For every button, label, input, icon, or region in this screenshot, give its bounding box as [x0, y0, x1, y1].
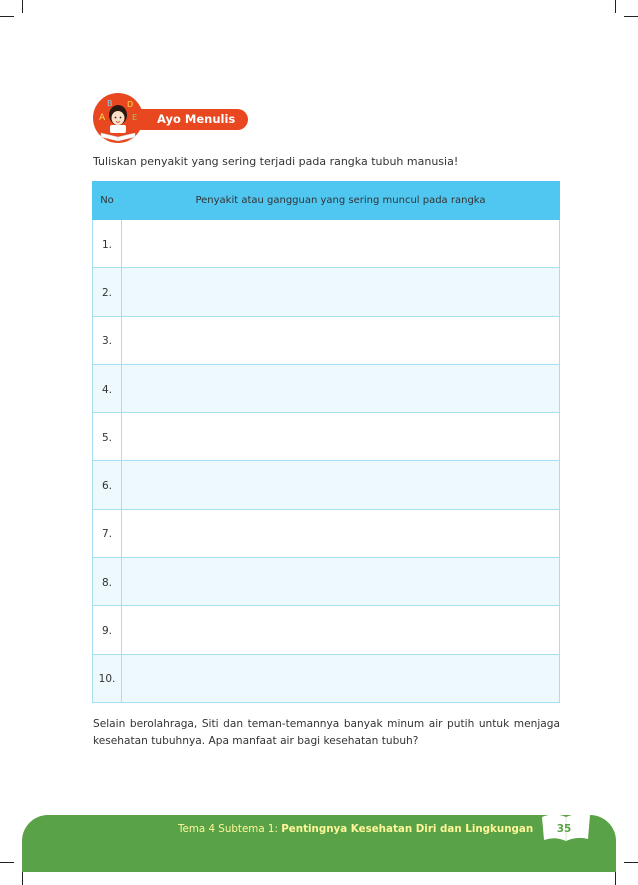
- crop-mark: [0, 16, 14, 17]
- table-row: [93, 364, 560, 412]
- answer-cell[interactable]: [122, 413, 560, 461]
- row-number: 7.: [93, 509, 122, 557]
- crop-mark: [22, 872, 23, 885]
- table-row: [93, 606, 560, 654]
- svg-text:B: B: [107, 99, 113, 108]
- svg-text:D: D: [127, 100, 134, 109]
- row-number: 8.: [93, 558, 122, 606]
- table-row: [93, 316, 560, 364]
- row-number: 9.: [93, 606, 122, 654]
- answer-cell[interactable]: [122, 654, 560, 702]
- table-row: [93, 558, 560, 606]
- crop-mark: [22, 0, 23, 13]
- footer-caption: [178, 823, 533, 835]
- section-badge: [93, 93, 263, 143]
- answer-cell[interactable]: [122, 268, 560, 316]
- row-number: 5.: [93, 413, 122, 461]
- crop-mark: [0, 862, 14, 863]
- table-row: [93, 654, 560, 702]
- answer-cell[interactable]: [122, 606, 560, 654]
- instruction-text: Tuliskan penyakit yang sering terjadi pada rangka tubuh manusia!: [93, 155, 459, 168]
- row-number: 1.: [93, 220, 122, 268]
- answer-cell[interactable]: [122, 364, 560, 412]
- question-paragraph: Selain berolahraga, Siti dan teman-temannya banyak minum air putih untuk menjaga kesehatan tubuhnya. Apa manfaat air bagi kesehatan tubuh?: [93, 718, 560, 747]
- answer-cell[interactable]: [122, 509, 560, 557]
- svg-text:A: A: [99, 113, 106, 123]
- svg-text:E: E: [132, 113, 138, 122]
- row-number: 6.: [93, 461, 122, 509]
- table-row: [93, 461, 560, 509]
- row-number: 3.: [93, 316, 122, 364]
- answer-cell[interactable]: [122, 461, 560, 509]
- answer-cell[interactable]: [122, 220, 560, 268]
- section-title: Ayo Menulis: [131, 109, 248, 130]
- row-number: 4.: [93, 364, 122, 412]
- page-number: 35: [556, 823, 572, 835]
- crop-mark: [615, 872, 616, 885]
- answer-cell[interactable]: [122, 316, 560, 364]
- row-number: 2.: [93, 268, 122, 316]
- crop-mark: [615, 0, 616, 13]
- crop-mark: [624, 16, 638, 17]
- table-row: [93, 268, 560, 316]
- footer-theme: Tema 4 Subtema 1:: [178, 823, 282, 835]
- table-row: [93, 220, 560, 268]
- girl-writing-icon: [93, 93, 143, 143]
- table-row: [93, 509, 560, 557]
- footer-title: Pentingnya Kesehatan Diri dan Lingkungan: [281, 823, 534, 835]
- disease-table: [92, 181, 560, 703]
- row-number: 10.: [93, 654, 122, 702]
- table-row: [93, 413, 560, 461]
- column-header-disease: Penyakit atau gangguan yang sering muncul pada rangka: [122, 182, 560, 220]
- crop-mark: [624, 862, 638, 863]
- column-header-no: No: [93, 182, 122, 220]
- table-header-row: [93, 182, 560, 220]
- answer-cell[interactable]: [122, 558, 560, 606]
